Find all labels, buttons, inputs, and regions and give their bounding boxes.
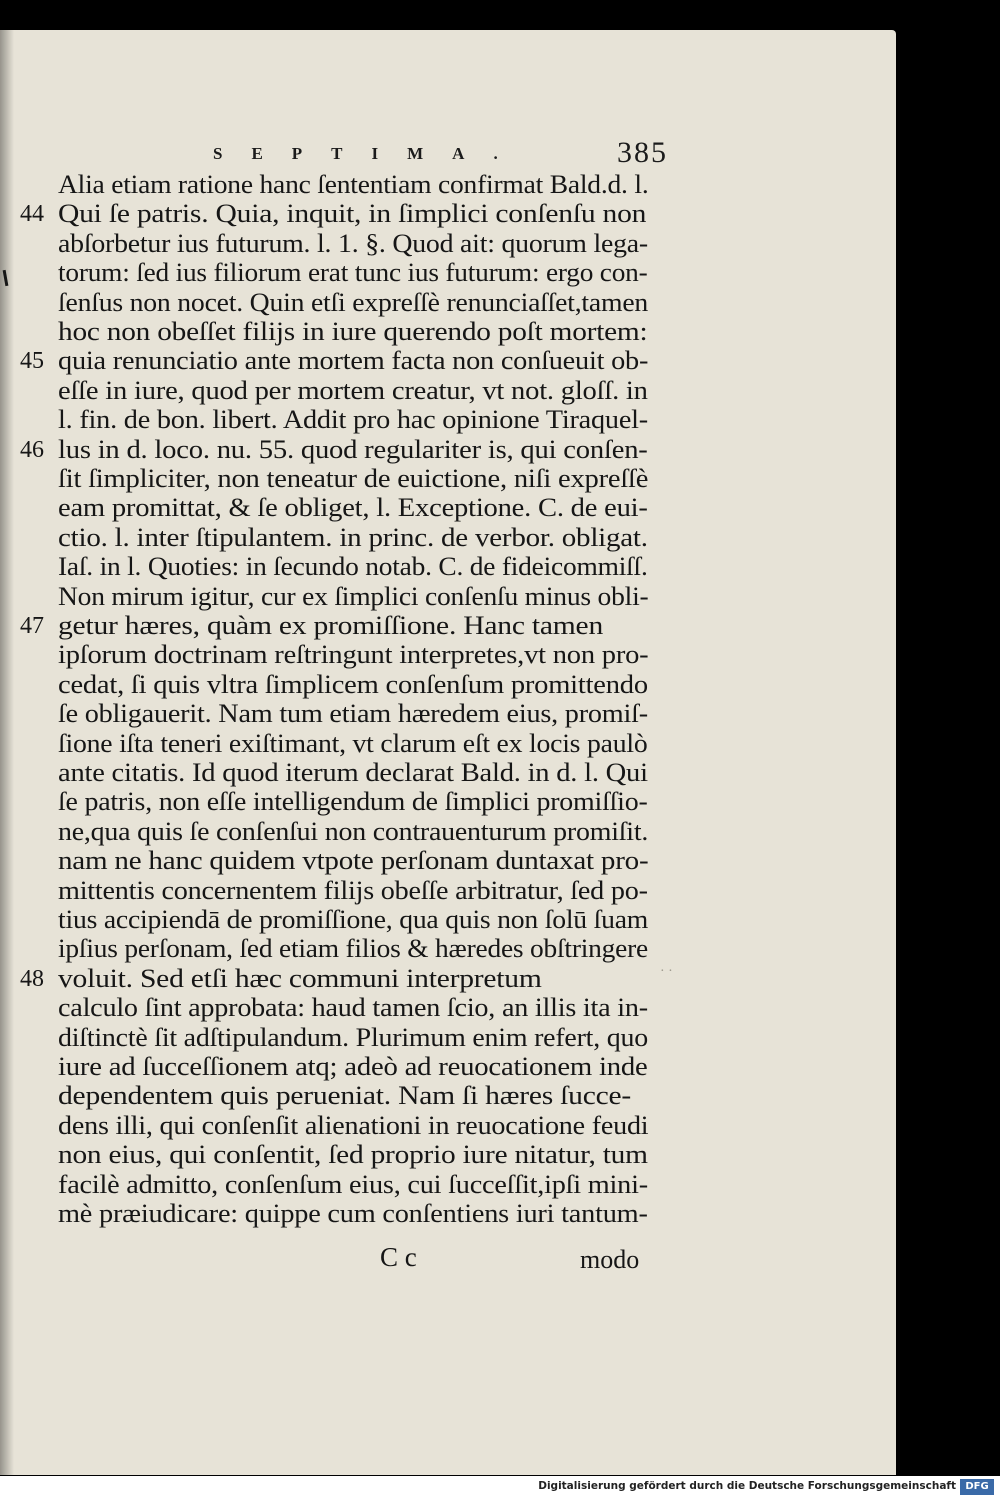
text-line: facilè admitto, conſenſum eius, cui ſucceſſit,ipſi mini- (58, 1168, 648, 1199)
text-line: ne,qua quis ſe conſenſui non contrauenturum promiſit. (58, 815, 649, 846)
text-line: eſſe in iure, quod per mortem creatur, vt not. gloſſ. in (58, 374, 648, 405)
margin-number: 47 (20, 613, 44, 639)
page-foot (0, 1242, 896, 1282)
text-line: ſit ſimpliciter, non teneatur de euictione, niſi expreſſè (58, 463, 649, 493)
running-head: SEPTIMA. (213, 144, 527, 163)
margin-number: 46 (20, 436, 44, 463)
text-line: ctio. l. inter ſtipulantem. in princ. de verbor. obligat. (58, 521, 648, 552)
dfg-logo: DFG (960, 1479, 994, 1495)
margin-number: 44 (20, 201, 44, 228)
text-line: iure ad ſucceſſionem atq; adeò ad reuocationem inde (58, 1051, 648, 1081)
text-line: dens illi, qui conſenſit alienationi in reuocatione feudi (58, 1109, 649, 1140)
signature-mark: C c (380, 1242, 417, 1272)
page-number: 385 (617, 136, 668, 169)
margin-number: 45 (20, 348, 44, 375)
text-line: eam promittat, & ſe obliget, l. Exceptione. C. de eui- (58, 492, 648, 523)
text-line: quia renunciatio ante mortem facta non conſueuit ob- (58, 345, 649, 376)
text-line: Qui ſe patris. Quia, inquit, in ſimplici conſenſu non (58, 198, 647, 229)
margin-dots: · · (660, 964, 673, 979)
catchword: modo (580, 1245, 640, 1274)
digitization-footer (0, 1476, 1000, 1499)
text-line: torum: ſed ius filiorum erat tunc ius futurum: ergo con- (58, 257, 648, 288)
text-line: getur hæres, quàm ex promiſſione. Hanc tamen (58, 610, 604, 640)
text-line: nam ne hanc quidem vtpote perſonam duntaxat pro- (58, 845, 649, 876)
text-line: cedat, ſi quis vltra ſimplicem conſenſum promittendo (58, 668, 648, 699)
text-line: calculo ſint approbata: haud tamen ſcio, an illis ita in- (58, 992, 648, 1023)
text-line: hoc non obeſſet filijs in iure querendo poſt mortem: (58, 316, 648, 346)
text-line: dependentem quis perueniat. Nam ſi hæres ſucce- (58, 1080, 632, 1111)
text-line: tius accipiendā de promiſſione, qua quis non ſolū ſuam (58, 904, 649, 934)
text-line: l. fin. de bon. libert. Addit pro hac opinione Tiraquel- (58, 404, 648, 435)
text-line: diſtinctè ſit adſtipulandum. Plurimum enim refert, quo (58, 1021, 648, 1052)
text-line: lus in d. loco. nu. 55. quod regulariter is, qui conſen- (58, 433, 648, 464)
text-line: Alia etiam ratione hanc ſententiam confirmat Bald.d. l. (58, 169, 649, 199)
text-line: non eius, qui conſentit, ſed proprio iure nitatur, tum (58, 1139, 648, 1170)
text-line: ipſius perſonam, ſed etiam filios & hæredes obſtringere (58, 933, 648, 964)
text-line: mittentis concernentem filijs obeſſe arbitratur, ſed po- (58, 874, 648, 905)
text-line: Non mirum igitur, cur ex ſimplici conſenſu minus obli- (58, 580, 649, 611)
text-line: Iaſ. in l. Quoties: in ſecundo notab. C. de fideicommiſſ. (58, 551, 648, 582)
text-line: ſenſus non nocet. Quin etſi expreſſè renunciaſſet,tamen (58, 286, 649, 317)
text-line: ſe obligauerit. Nam tum etiam hæredem eius, promiſ- (58, 698, 648, 729)
text-line: voluit. Sed etſi hæc communi interpretum (58, 962, 542, 993)
footer-credit: Digitalisierung gefördert durch die Deutsche Forschungsgemeinschaft (538, 1480, 956, 1492)
text-line: ipſorum doctrinam reſtringunt interpretes,vt non pro- (58, 639, 649, 670)
text-line: mè præiudicare: quippe cum conſentiens iuri tantum- (58, 1198, 648, 1228)
text-line: ſione iſta teneri exiſtimant, vt clarum eſt ex locis paulò (58, 727, 648, 758)
text-line: ante citatis. Id quod iterum declarat Bald. in d. l. Qui (58, 757, 648, 787)
margin-number: 48 (20, 965, 44, 992)
text-line: ſe patris, non eſſe intelligendum de ſimplici promiſſio- (58, 786, 648, 817)
text-line: abſorbetur ius futurum. l. 1. §. Quod ait: quorum lega- (58, 227, 648, 258)
